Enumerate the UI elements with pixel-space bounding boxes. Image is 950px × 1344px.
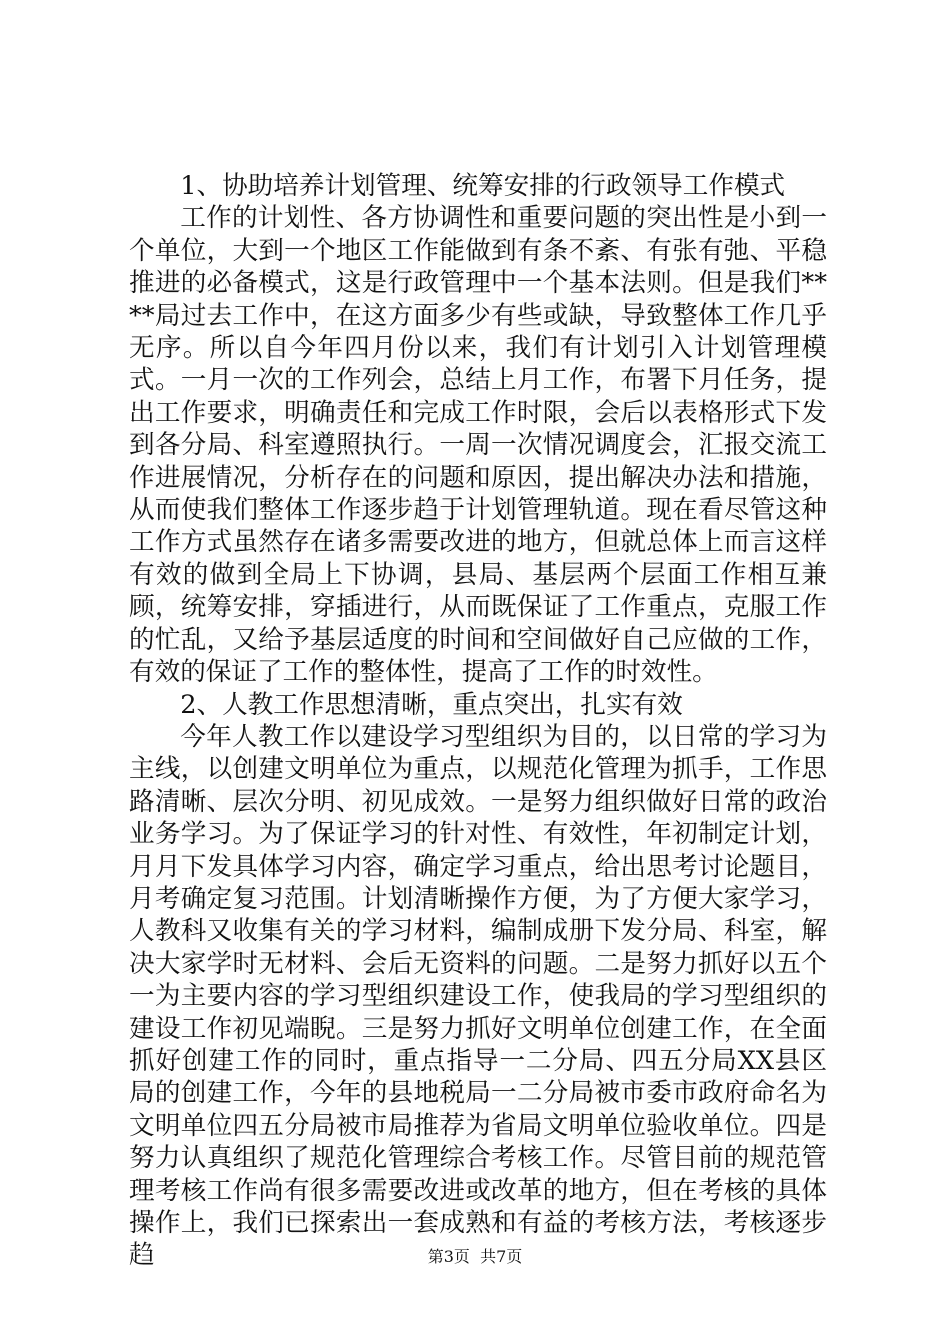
page-footer — [0, 1244, 950, 1267]
body-paragraph-1: 工作的计划性、各方协调性和重要问题的突出性是小到一个单位，大到一个地区工作能做到有条不紊、有张有弛、平稳推进的必备模式，这是行政管理中一个基本法则。但是我们****局过去工作中，在这方面多少有些或缺，导致整体工作几乎无序。所以自今年四月份以来，我们有计划引入计划管理模式。一月一次的工作列会，总结上月工作，布署下月任务，提出工作要求，明确责任和完成工作时限，会后以表格形式下发到各分局、科室遵照执行。一周一次情况调度会，汇报交流工作进展情况，分析存在的问题和原因，提出解决办法和措施，从而使我们整体工作逐步趋于计划管理轨道。现在看尽管这种工作方式虽然存在诸多需要改进的地方，但就总体上而言这样有效的做到全局上下协调，县局、基层两个层面工作相互兼顾，统筹安排，穿插进行，从而既保证了工作重点，克服工作的忙乱，又给予基层适度的时间和空间做好自己应做的工作，有效的保证了工作的整体性，提高了工作的时效性。 — [129, 203, 827, 688]
page-number: 第3页 共7页 — [427, 1247, 523, 1266]
section-heading-1: 1、协助培养计划管理、统筹安排的行政领导工作模式 — [180, 171, 786, 201]
section-heading-2: 2、人教工作思想清晰，重点突出，扎实有效 — [180, 689, 683, 720]
document-body — [129, 170, 827, 1272]
body-paragraph-2: 今年人教工作以建设学习型组织为目的，以日常的学习为主线，以创建文明单位为重点，以规范化管理为抓手，工作思路清晰、层次分明、初见成效。一是努力组织做好日常的政治业务学习。为了保证学习的针对性、有效性，年初制定计划，月月下发具体学习内容，确定学习重点，给出思考讨论题目，月考确定复习范围。计划清晰操作方便，为了方便大家学习，人教科又收集有关的学习材料，编制成册下发分局、科室，解决大家学时无材料、会后无资料的问题。二是努力抓好以五个一为主要内容的学习型组织建设工作，使我局的学习型组织的建设工作初见端睨。三是努力抓好文明单位创建工作，在全面抓好创建工作的同时，重点指导一二分局、四五分局XX县区局的创建工作，今年的县地税局一二分局被市委市政府命名为文明单位四五分局被市局推荐为省局文明单位验收单位。四是努力认真组织了规范化管理综合考核工作。尽管目前的规范管理考核工作尚有很多需要改进或改革的地方，但在考核的具体操作上，我们已探索出一套成熟和有益的考核方法，考核逐步趋 — [129, 721, 827, 1271]
